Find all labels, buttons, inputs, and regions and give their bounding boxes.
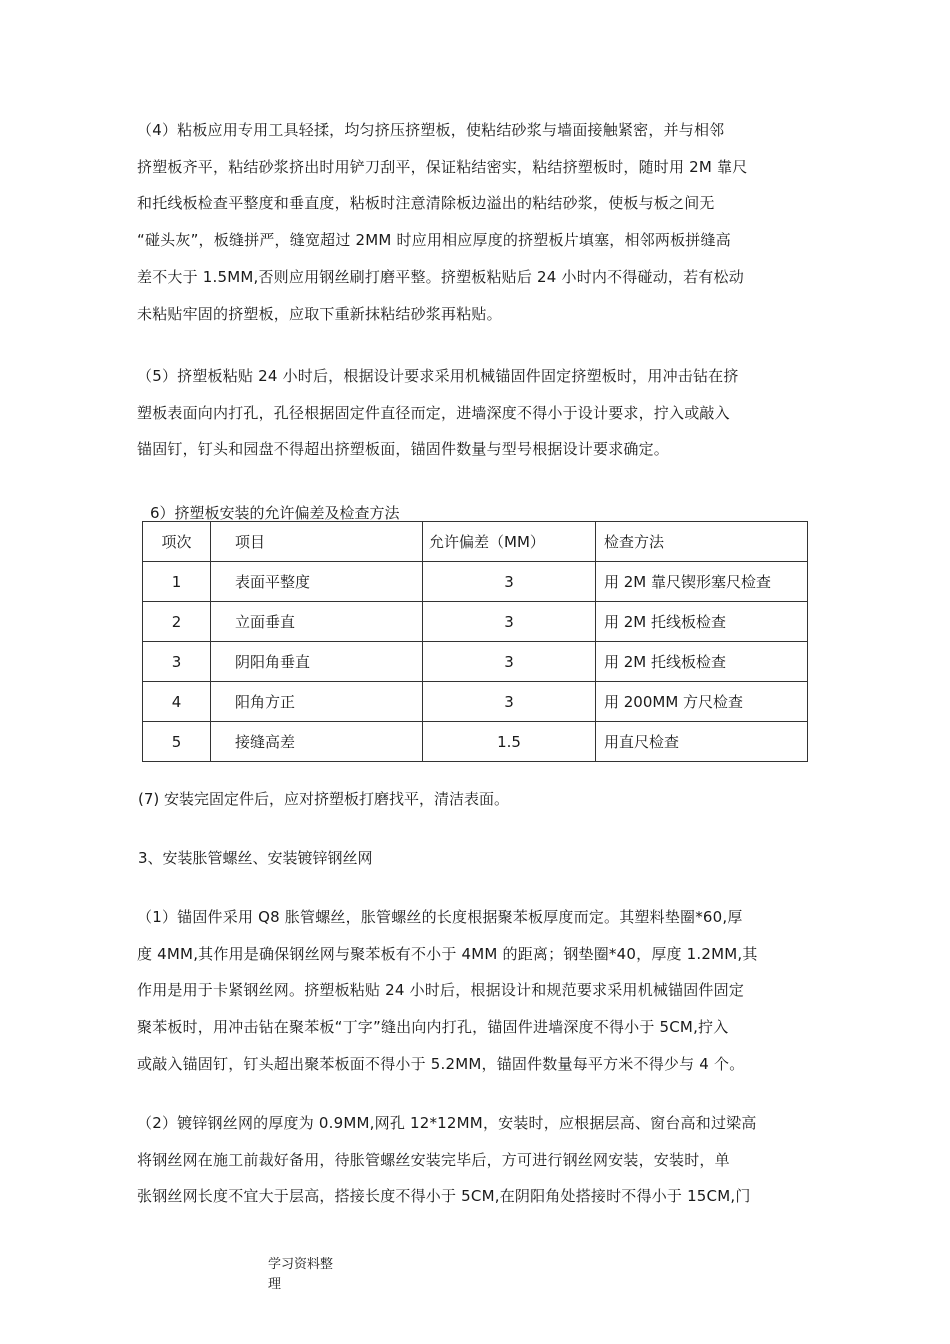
paragraph-line: （2）镀锌钢丝网的厚度为 0.9MM,网孔 12*12MM，安装时，应根据层高、窗台高和过梁高 xyxy=(137,1114,757,1132)
table-row xyxy=(143,562,808,602)
table-cell: 1 xyxy=(143,562,211,602)
table-cell: 表面平整度 xyxy=(211,562,423,602)
paragraph-7: (7) 安装完固定件后，应对挤塑板打磨找平，清洁表面。 xyxy=(138,790,510,808)
table-cell: 接缝高差 xyxy=(211,722,423,762)
header-cell: 允许偏差（MM） xyxy=(423,522,596,562)
table-cell: 3 xyxy=(423,642,596,682)
deviation-table xyxy=(142,521,808,762)
header-cell: 检查方法 xyxy=(596,522,808,562)
paragraph-line: （5）挤塑板粘贴 24 小时后，根据设计要求采用机械锚固件固定挤塑板时，用冲击钻在挤 xyxy=(137,367,739,385)
table-header-row xyxy=(143,522,808,562)
paragraph-line: 度 4MM,其作用是确保钢丝网与聚苯板有不小于 4MM 的距离；钢垫圈*40，厚度 1.2MM,其 xyxy=(137,944,758,963)
paragraph-4 xyxy=(137,112,817,332)
paragraph-line: “碰头灰”，板缝拼严，缝宽超过 2MM 时应用相应厚度的挤塑板片填塞，相邻两板拼缝高 xyxy=(137,231,731,250)
paragraph-line: 挤塑板齐平，粘结砂浆挤出时用铲刀刮平，保证粘结密实，粘结挤塑板时，随时用 2M 靠尺 xyxy=(137,157,748,176)
paragraph-line: 将钢丝网在施工前裁好备用，待胀管螺丝安装完毕后，方可进行钢丝网安装，安装时，单 xyxy=(137,1150,730,1169)
table-cell: 用 2M 靠尺锲形塞尺检查 xyxy=(596,562,808,602)
paragraph-line: 张钢丝网长度不宜大于层高，搭接长度不得小于 5CM,在阴阳角处搭接时不得小于 15CM,门 xyxy=(137,1187,751,1206)
table-cell: 5 xyxy=(143,722,211,762)
table-cell: 3 xyxy=(423,682,596,722)
paragraph-line: 聚苯板时，用冲击钻在聚苯板“丁字”缝出向内打孔，锚固件进墙深度不得小于 5CM,拧入 xyxy=(137,1018,729,1037)
table-cell: 用 2M 托线板检查 xyxy=(596,602,808,642)
footer-line: 理 xyxy=(268,1277,282,1292)
table-cell: 4 xyxy=(143,682,211,722)
table-caption: 6）挤塑板安装的允许偏差及检查方法 xyxy=(150,504,400,522)
table-row xyxy=(143,722,808,762)
paragraph-line: 或敲入锚固钉，钉头超出聚苯板面不得小于 5.2MM，锚固件数量每平方米不得少与 4 个。 xyxy=(137,1054,745,1073)
table-cell: 用直尺检查 xyxy=(596,722,808,762)
section-heading: 3、安装胀管螺丝、安装镀锌钢丝网 xyxy=(138,849,373,867)
table-cell: 用 200MM 方尺检查 xyxy=(596,682,808,722)
page-footer xyxy=(268,1255,333,1295)
table-cell: 1.5 xyxy=(423,722,596,762)
paragraph-line: （4）粘板应用专用工具轻揉，均匀挤压挤塑板，使粘结砂浆与墙面接触紧密，并与相邻 xyxy=(137,121,725,139)
table-cell: 3 xyxy=(423,602,596,642)
paragraph-line: 和托线板检查平整度和垂直度，粘板时注意清除板边溢出的粘结砂浆，使板与板之间无 xyxy=(137,194,715,213)
footer-line: 学习资料整 xyxy=(268,1257,334,1272)
header-cell: 项目 xyxy=(211,522,423,562)
table-row xyxy=(143,642,808,682)
table-cell: 2 xyxy=(143,602,211,642)
table-cell: 立面垂直 xyxy=(211,602,423,642)
table-cell: 3 xyxy=(143,642,211,682)
subsection-2 xyxy=(137,1105,817,1215)
paragraph-5 xyxy=(137,358,817,468)
table-cell: 3 xyxy=(423,562,596,602)
header-cell: 项次 xyxy=(143,522,211,562)
paragraph-line: 锚固钉，钉头和园盘不得超出挤塑板面，锚固件数量与型号根据设计要求确定。 xyxy=(137,440,670,459)
paragraph-line: 未粘贴牢固的挤塑板，应取下重新抹粘结砂浆再粘贴。 xyxy=(137,304,502,323)
paragraph-line: 作用是用于卡紧钢丝网。挤塑板粘贴 24 小时后，根据设计和规范要求采用机械锚固件固定 xyxy=(137,981,745,1000)
table-cell: 用 2M 托线板检查 xyxy=(596,642,808,682)
paragraph-line: 塑板表面向内打孔，孔径根据固定件直径而定，进墙深度不得小于设计要求，拧入或敲入 xyxy=(137,403,730,422)
table-row xyxy=(143,602,808,642)
table-row xyxy=(143,682,808,722)
paragraph-line: 差不大于 1.5MM,否则应用钢丝刷打磨平整。挤塑板粘贴后 24 小时内不得碰动，若有松动 xyxy=(137,267,744,286)
subsection-1 xyxy=(137,899,817,1083)
paragraph-line: （1）锚固件采用 Q8 胀管螺丝，胀管螺丝的长度根据聚苯板厚度而定。其塑料垫圈*60,厚 xyxy=(137,908,743,926)
table-cell: 阳角方正 xyxy=(211,682,423,722)
table-cell: 阴阳角垂直 xyxy=(211,642,423,682)
